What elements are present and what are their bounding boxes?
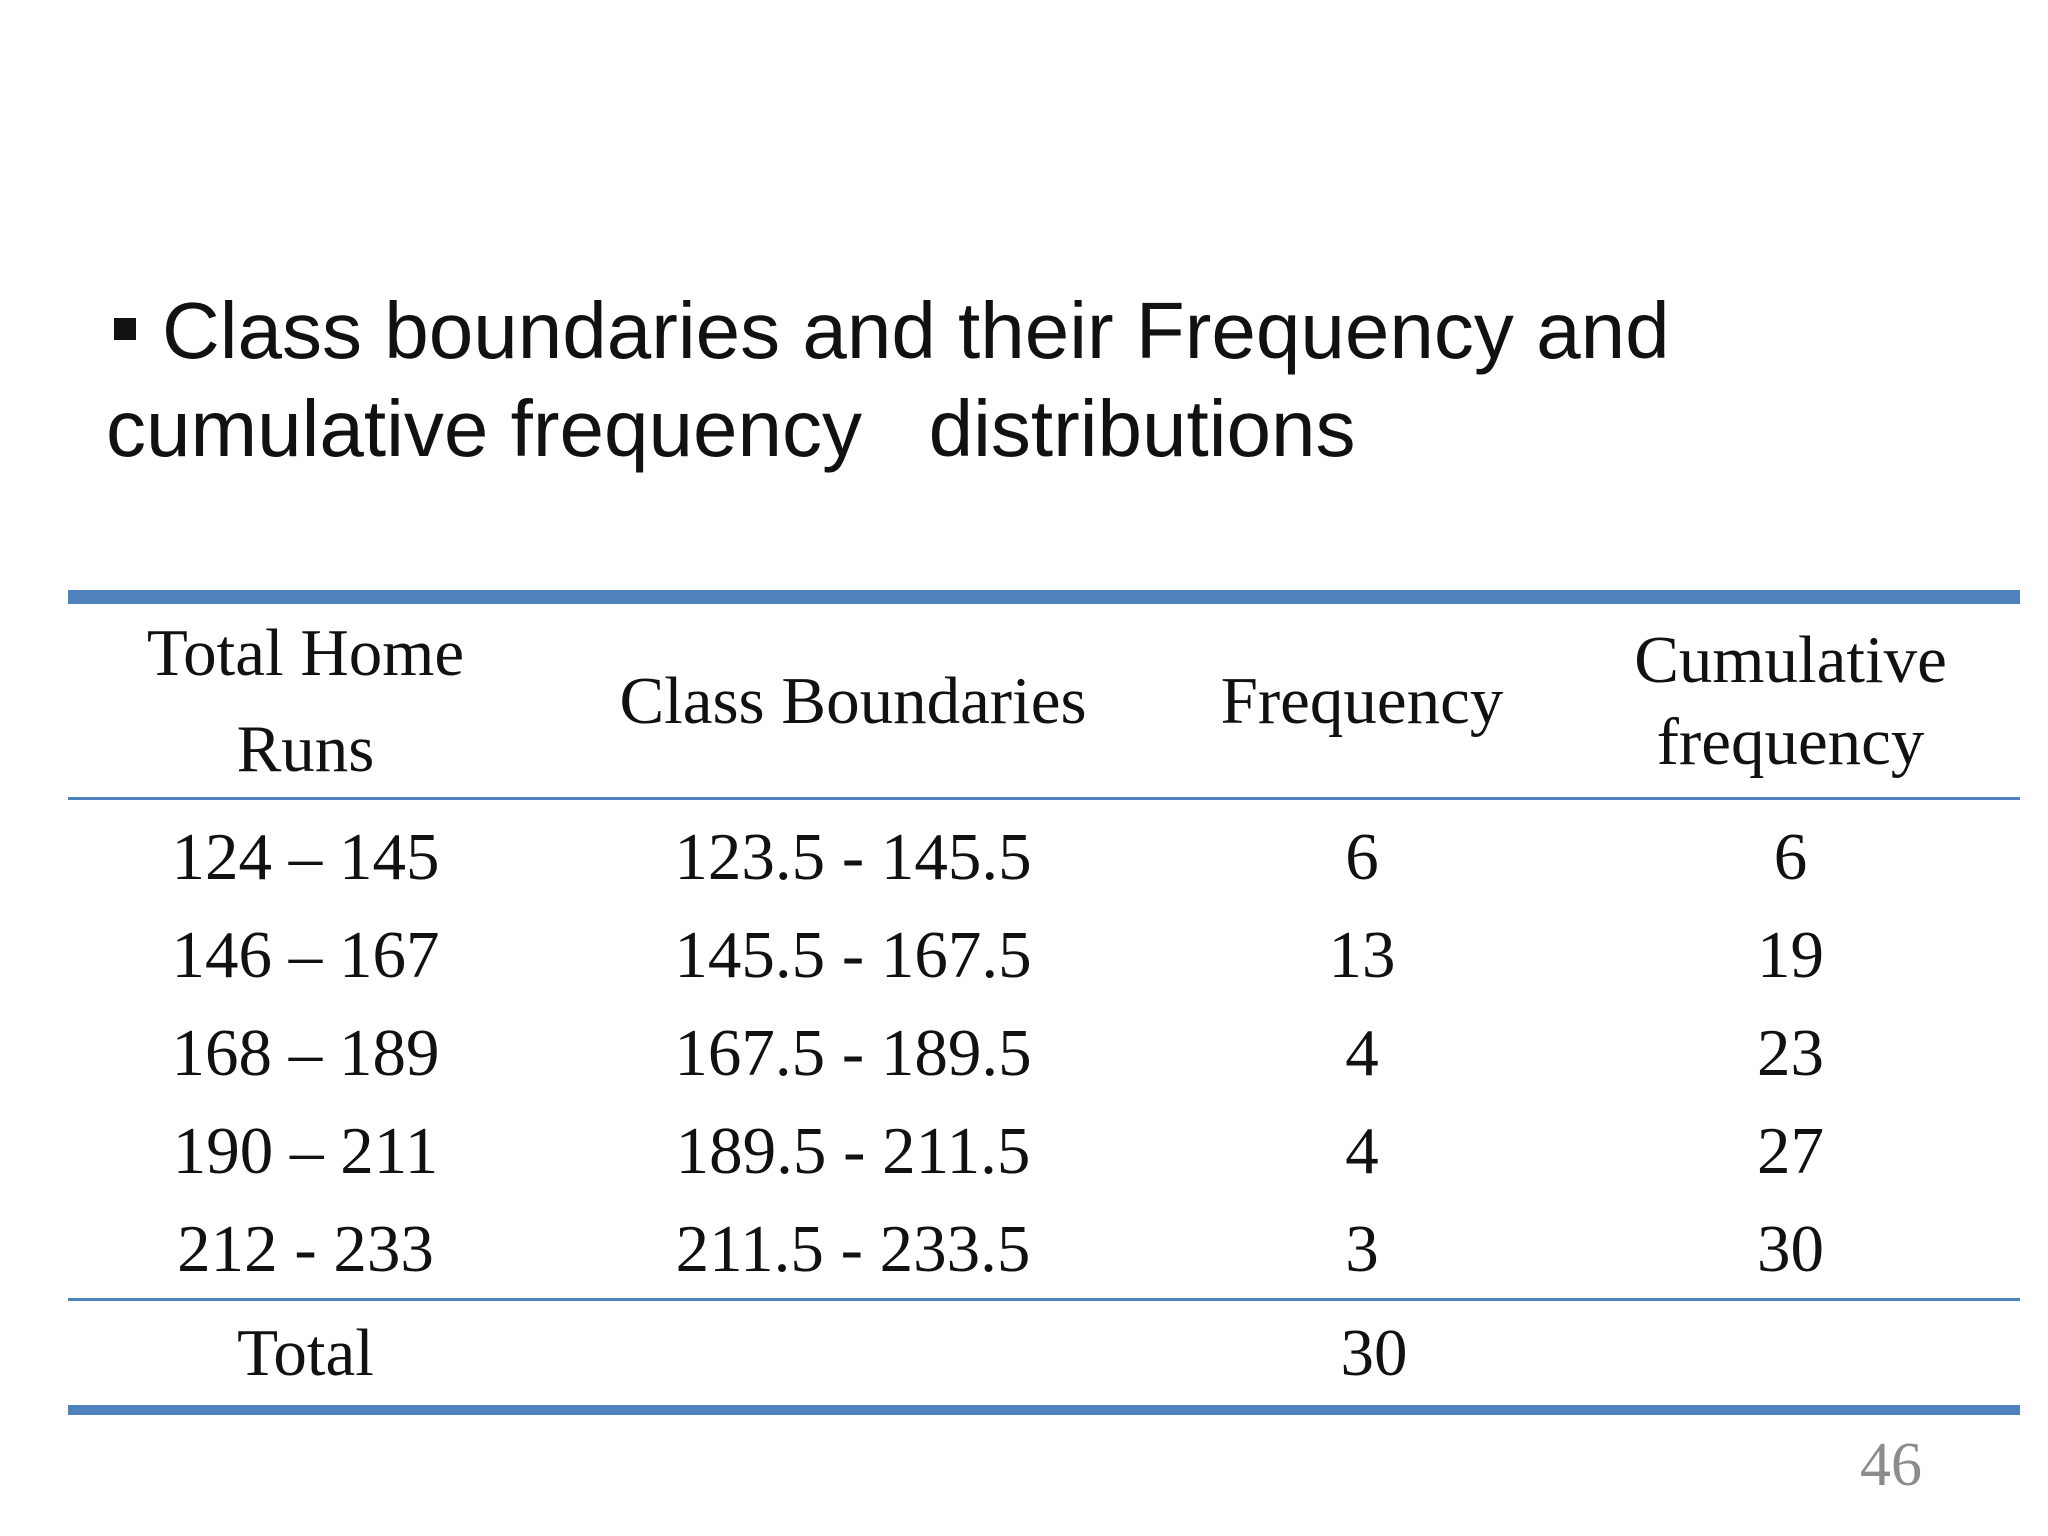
cell-boundaries: 167.5 - 189.5 bbox=[674, 1016, 1032, 1090]
cell-cumulative: 27 bbox=[1757, 1114, 1824, 1188]
cell-runs: 146 – 167 bbox=[171, 918, 440, 992]
page-number: 46 bbox=[1860, 1431, 1922, 1499]
header-class-boundaries: Class Boundaries bbox=[619, 663, 1087, 738]
total-label: Total bbox=[237, 1316, 374, 1390]
cell-frequency: 3 bbox=[1345, 1212, 1379, 1286]
frequency-table bbox=[68, 590, 2020, 1415]
total-row bbox=[68, 1300, 2020, 1411]
cell-cumulative: 23 bbox=[1757, 1016, 1824, 1090]
frequency-table-wrapper bbox=[68, 590, 2020, 1415]
header-cumulative-frequency bbox=[1561, 597, 2020, 799]
header-frequency: Frequency bbox=[1220, 663, 1504, 738]
header-total-home-runs-line1: Total Home bbox=[146, 615, 465, 690]
cell-cumulative: 30 bbox=[1757, 1212, 1824, 1286]
table-footer bbox=[68, 1300, 2020, 1411]
cell-boundaries: 123.5 - 145.5 bbox=[674, 820, 1032, 894]
header-cumulative-line2: frequency bbox=[1656, 704, 1925, 779]
bullet-line-1 bbox=[106, 282, 2006, 380]
cell-cumulative: 19 bbox=[1757, 918, 1824, 992]
table-row bbox=[68, 1102, 2020, 1200]
header-total-home-runs bbox=[68, 597, 543, 799]
table-row bbox=[68, 1200, 2020, 1300]
total-cumulative-empty bbox=[1561, 1300, 2020, 1411]
cell-boundaries: 145.5 - 167.5 bbox=[674, 918, 1032, 992]
cell-frequency: 13 bbox=[1328, 918, 1396, 992]
table-row bbox=[68, 1004, 2020, 1102]
cell-frequency: 4 bbox=[1345, 1114, 1379, 1188]
table-row bbox=[68, 906, 2020, 1004]
header-cumulative-line1: Cumulative bbox=[1634, 622, 1947, 697]
table-body bbox=[68, 799, 2020, 1300]
cell-runs: 168 – 189 bbox=[171, 1016, 440, 1090]
header-total-home-runs-line2: Runs bbox=[236, 711, 375, 786]
cell-runs: 124 – 145 bbox=[171, 820, 440, 894]
cell-boundaries: 189.5 - 211.5 bbox=[675, 1114, 1031, 1188]
total-frequency: 30 bbox=[1340, 1316, 1408, 1390]
cell-frequency: 6 bbox=[1345, 820, 1379, 894]
total-boundaries-empty bbox=[543, 1300, 1163, 1411]
table-header bbox=[68, 597, 2020, 799]
cell-runs: 212 - 233 bbox=[177, 1212, 434, 1286]
cell-runs: 190 – 211 bbox=[172, 1114, 439, 1188]
cell-frequency: 4 bbox=[1345, 1016, 1379, 1090]
bullet-line-2: cumulative frequency distributions bbox=[106, 384, 1356, 473]
table-row bbox=[68, 799, 2020, 907]
total-frequency-cell bbox=[1163, 1300, 1561, 1411]
bullet-text bbox=[106, 282, 2006, 478]
cell-boundaries: 211.5 - 233.5 bbox=[675, 1212, 1031, 1286]
square-bullet-icon bbox=[114, 318, 136, 340]
bullet-line-1-text: Class boundaries and their Frequency and bbox=[162, 286, 1670, 375]
cell-cumulative: 6 bbox=[1773, 820, 1808, 894]
header-row bbox=[68, 597, 2020, 799]
